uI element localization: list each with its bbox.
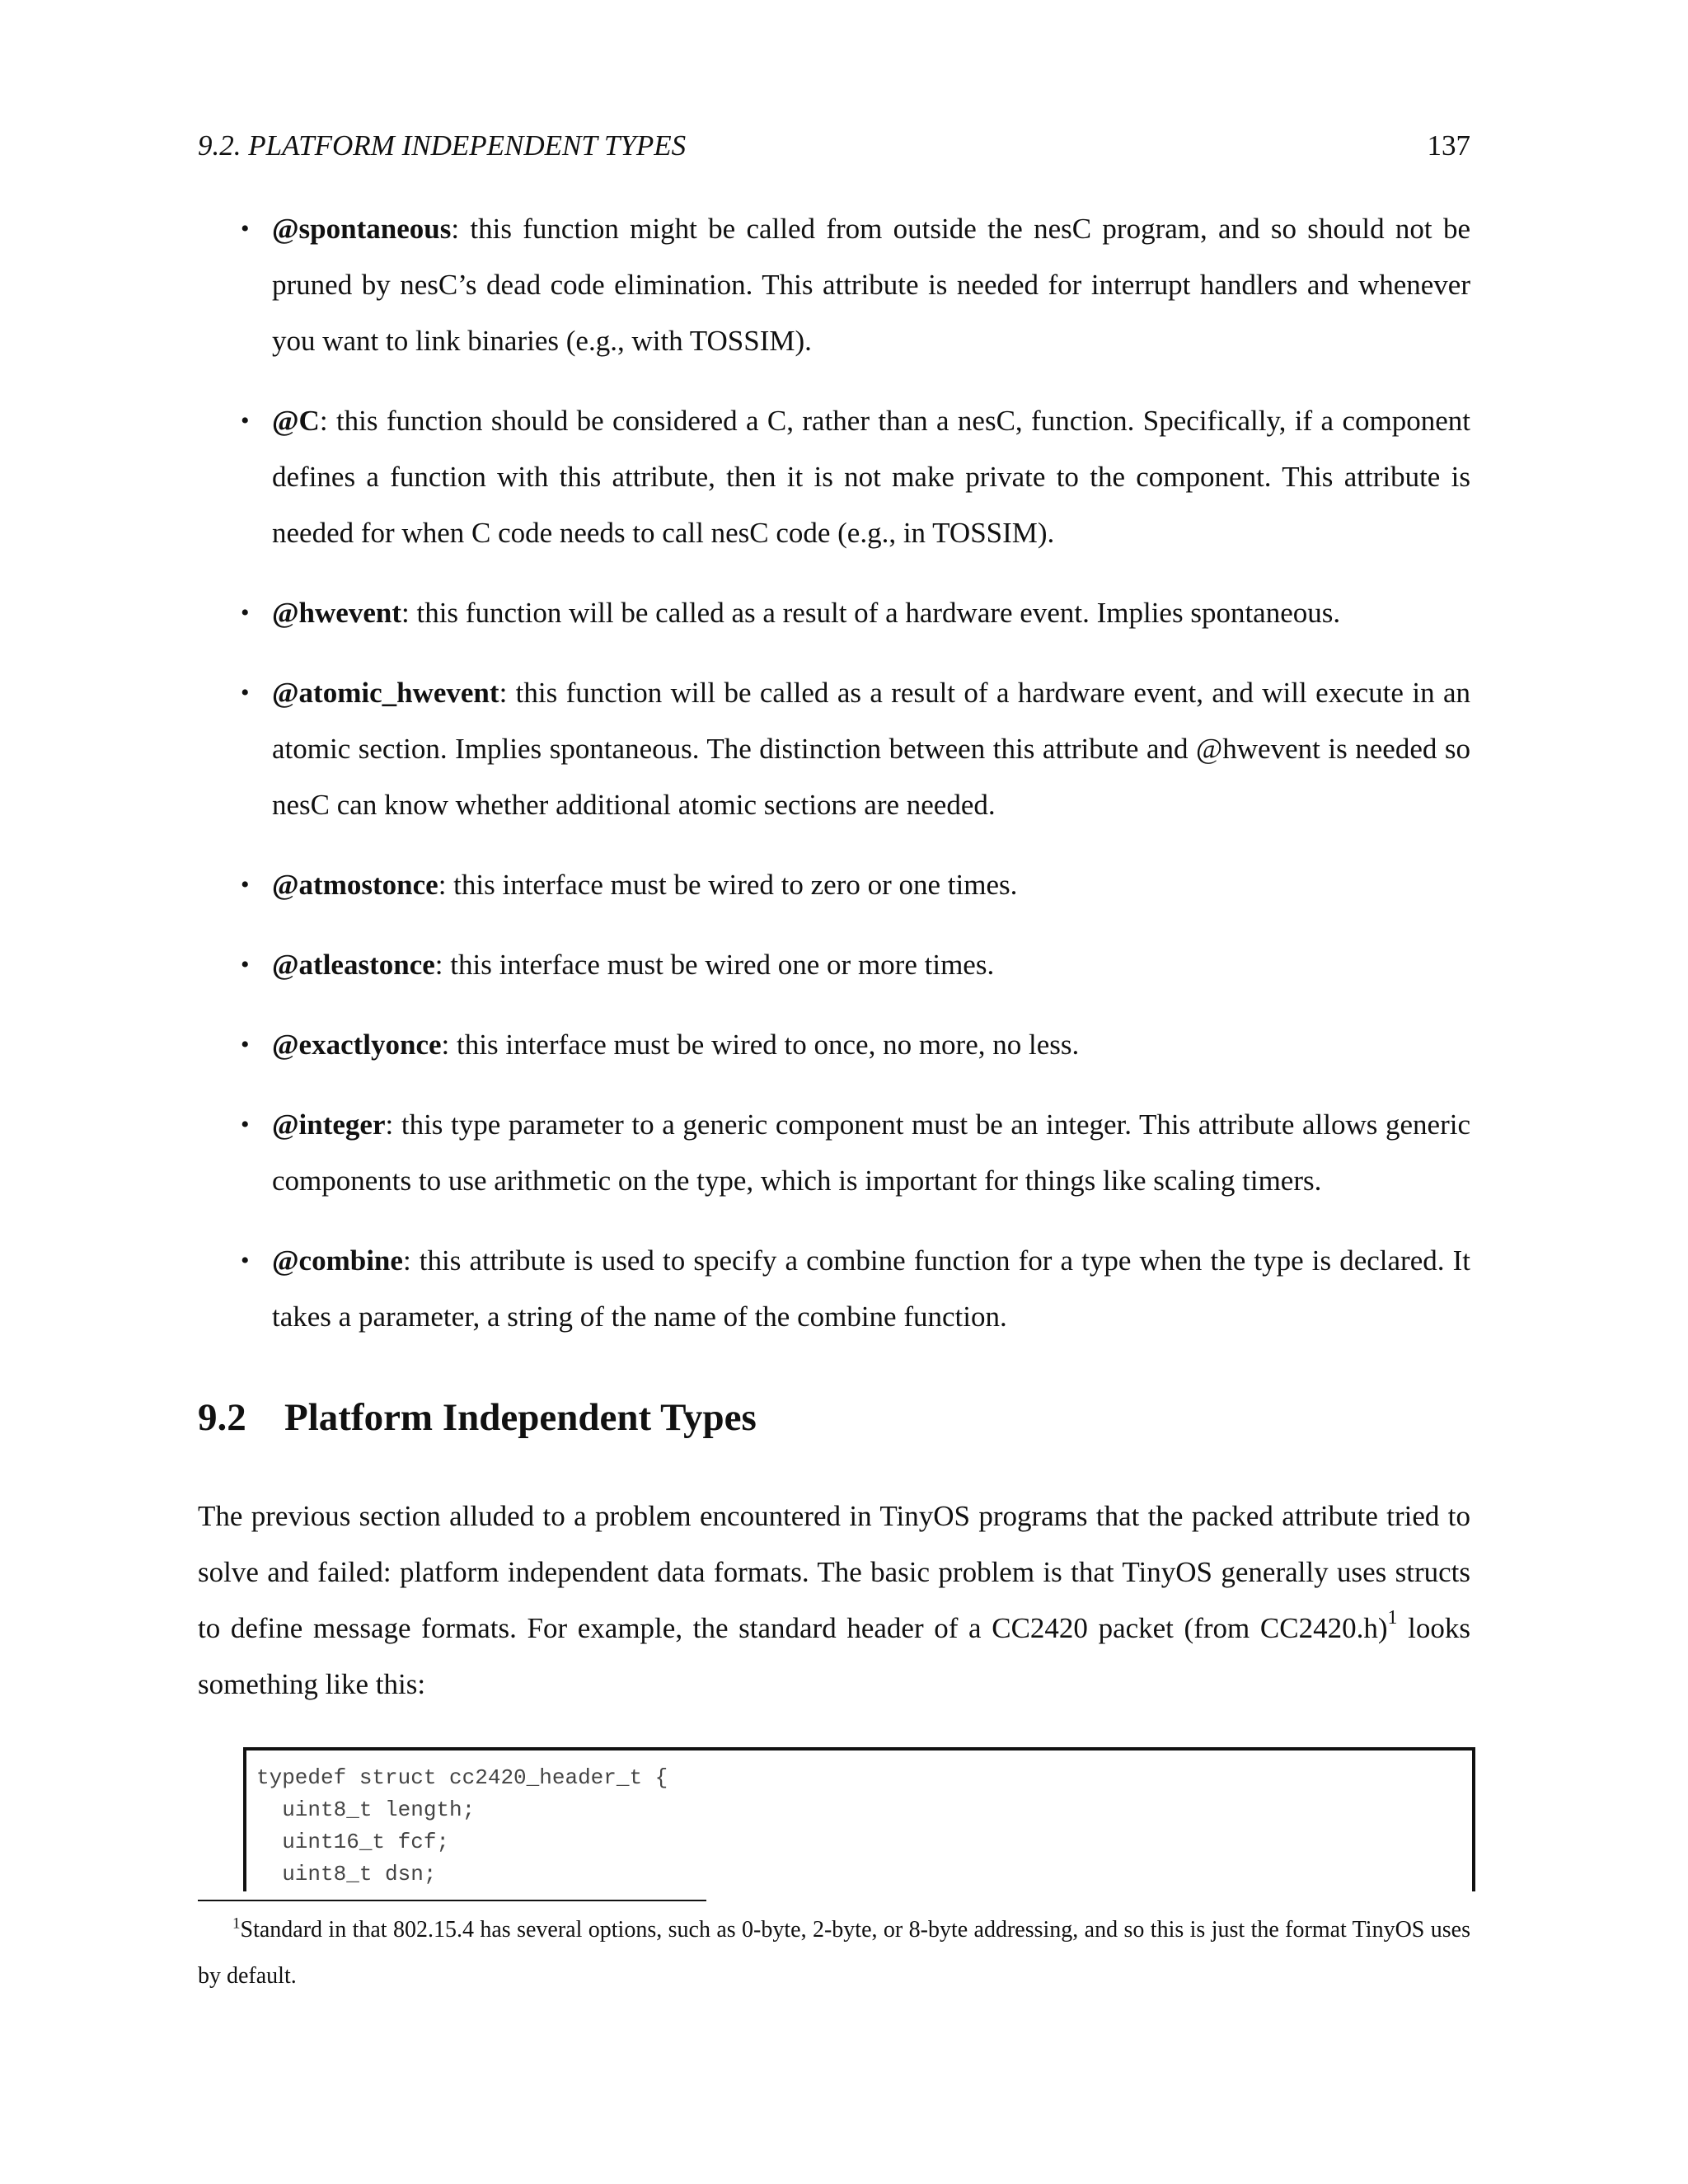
section-title: Platform Independent Types xyxy=(284,1396,757,1439)
attribute-term: @integer xyxy=(272,1108,386,1141)
list-item xyxy=(198,857,1470,913)
attribute-term: @combine xyxy=(272,1244,403,1277)
list-item xyxy=(198,393,1470,561)
attribute-term: @exactlyonce xyxy=(272,1029,442,1061)
bullet-icon: • xyxy=(241,1247,250,1274)
attribute-description: : this interface must be wired to zero or one times. xyxy=(438,869,1018,901)
body-paragraph xyxy=(198,1488,1470,1713)
bullet-icon: • xyxy=(241,1031,250,1058)
attribute-term: @spontaneous xyxy=(272,213,452,245)
code-listing xyxy=(243,1747,1475,1891)
attribute-description: : this function might be called from outside the nesC program, and so should not be pruned by nesC’s dead code elimination. This attribute is needed for interrupt handlers and whenever you want to link binaries (e.g., with TOSSIM). xyxy=(272,213,1470,357)
attribute-description: : this type parameter to a generic component must be an integer. This attribute allows generic components to use arithmetic on the type, which is important for things like scaling timers. xyxy=(272,1108,1470,1197)
list-item xyxy=(198,665,1470,833)
bullet-icon: • xyxy=(241,215,250,242)
section-heading xyxy=(198,1393,757,1442)
footnote xyxy=(198,1907,1470,1999)
attribute-description: : this interface must be wired one or more times. xyxy=(434,949,995,981)
attribute-term: @atmostonce xyxy=(272,869,438,901)
attribute-term: @atomic_hwevent xyxy=(272,677,499,709)
bullet-icon: • xyxy=(241,679,250,706)
attribute-term: @hwevent xyxy=(272,597,401,629)
running-header xyxy=(198,128,1470,164)
list-item xyxy=(198,1097,1470,1209)
footnote-divider xyxy=(198,1900,706,1901)
bullet-icon: • xyxy=(241,951,250,978)
code-text: typedef struct cc2420_header_t { uint8_t length; uint16_t fcf; uint8_t dsn; xyxy=(256,1765,668,1886)
paragraph-text-tail: looks something like this: xyxy=(198,1612,1470,1700)
bullet-icon: • xyxy=(241,871,250,898)
attribute-description: : this function will be called as a result of a hardware event, and will execute in an atomic section. Implies spontaneous. The distinction between this attribute and @hwevent is needed so nesC can know whether additional atomic sections are needed. xyxy=(272,677,1470,821)
attribute-description: : this function should be considered a C, rather than a nesC, function. Specifically, if a component defines a function with this attribute, then it is not make private to the component. This attribute is needed for when C code needs to call nesC code (e.g., in TOSSIM). xyxy=(272,405,1470,549)
page-number: 137 xyxy=(1427,129,1470,162)
section-number: 9.2 xyxy=(198,1396,246,1439)
attribute-description: : this function will be called as a result of a hardware event. Implies spontaneous. xyxy=(401,597,1341,629)
attribute-description: : this attribute is used to specify a combine function for a type when the type is declared. It takes a parameter, a string of the name of the combine function. xyxy=(272,1244,1470,1333)
attribute-term: @atleastonce xyxy=(272,949,435,981)
footnote-text: Standard in that 802.15.4 has several options, such as 0-byte, 2-byte, or 8-byte addressing, and so this is just the format TinyOS uses by default. xyxy=(198,1917,1470,1989)
paragraph-text: The previous section alluded to a problem encountered in TinyOS programs that the packed attribute tried to solve and failed: platform independent data formats. The basic problem is that TinyOS generally uses structs to define message formats. For example, the standard header of a CC2420 packet (from CC2420.h) xyxy=(198,1500,1470,1644)
attribute-description: : this interface must be wired to once, no more, no less. xyxy=(441,1029,1080,1061)
footnote-mark: 1 xyxy=(232,1915,241,1933)
footnote-reference[interactable]: 1 xyxy=(1387,1607,1398,1629)
attribute-list xyxy=(198,201,1470,1369)
running-header-title: 9.2. PLATFORM INDEPENDENT TYPES xyxy=(198,129,687,162)
bullet-icon: • xyxy=(241,407,250,434)
bullet-icon: • xyxy=(241,599,250,626)
list-item xyxy=(198,585,1470,641)
bullet-icon: • xyxy=(241,1111,250,1138)
list-item xyxy=(198,201,1470,369)
list-item xyxy=(198,1017,1470,1073)
attribute-term: @C xyxy=(272,405,320,437)
list-item xyxy=(198,1233,1470,1345)
list-item xyxy=(198,937,1470,993)
